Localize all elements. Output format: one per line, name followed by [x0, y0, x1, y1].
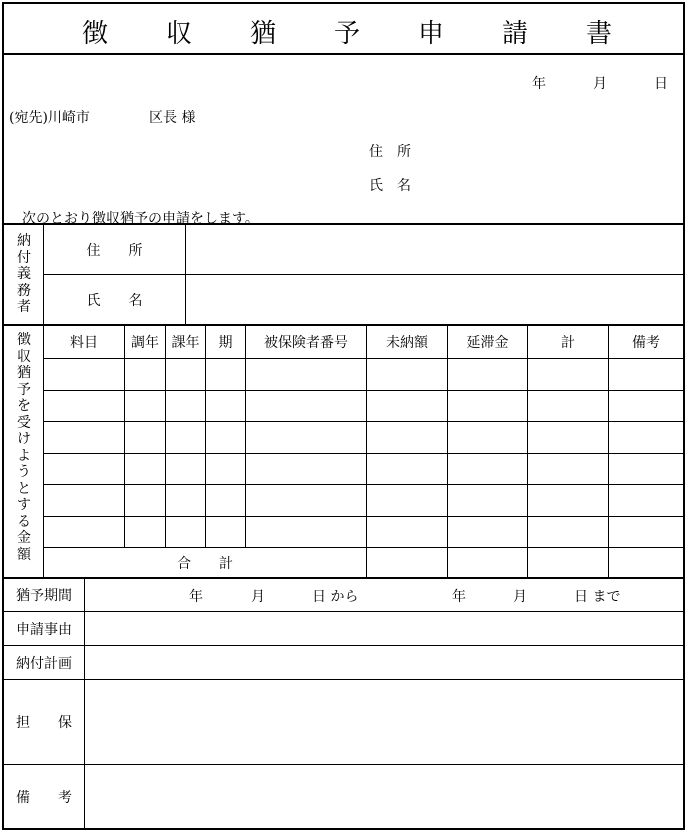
- remarks-label: 備 考: [16, 789, 72, 806]
- title-char-2: 収: [166, 19, 193, 49]
- title-char-7: 書: [586, 19, 613, 49]
- date-day-label: 日: [654, 76, 668, 92]
- obligor-name-label: 氏 名: [86, 292, 143, 309]
- amount-table-label: 徴収猶予を受けようとする金額: [17, 332, 31, 563]
- addressee-prefix: (宛先)川崎市: [9, 110, 90, 126]
- date-month-label: 月: [593, 76, 607, 92]
- period-to-month: 月: [513, 589, 527, 605]
- reason-field[interactable]: [85, 612, 683, 645]
- collateral-label: 担 保: [16, 715, 72, 731]
- applicant-name-label: 氏 名: [369, 178, 411, 194]
- period-to-day: 日 まで: [574, 589, 621, 605]
- form-title: [4, 4, 683, 55]
- collateral-field[interactable]: [85, 680, 683, 764]
- title-char-1: 徴: [82, 19, 109, 49]
- col-header-late-fee: 延滞金: [466, 335, 509, 351]
- remarks-field[interactable]: [85, 765, 683, 828]
- obligor-address-field[interactable]: [186, 225, 683, 274]
- obligor-address-label: 住 所: [86, 242, 143, 259]
- title-char-4: 予: [334, 19, 361, 49]
- intro-text: 次のとおり徴収猶予の申請をします。: [22, 211, 259, 227]
- period-to-year: 年: [452, 589, 466, 605]
- period-from-day: 日 から: [312, 589, 359, 605]
- period-from-year: 年: [189, 589, 203, 605]
- total-row-label: 合 計: [177, 555, 233, 572]
- plan-label: 納付計画: [16, 655, 72, 672]
- date-year-label: 年: [532, 76, 546, 92]
- title-char-6: 請: [502, 19, 529, 49]
- obligor-name-field[interactable]: [186, 275, 683, 324]
- application-form: [2, 2, 685, 830]
- col-header-term: 期: [218, 335, 233, 351]
- title-char-5: 申: [418, 19, 445, 49]
- col-header-unpaid: 未納額: [386, 335, 428, 351]
- col-header-total: 計: [561, 335, 575, 351]
- col-header-insured-number: 被保険者番号: [264, 335, 348, 351]
- plan-field[interactable]: [85, 646, 683, 679]
- reason-label: 申請事由: [16, 621, 72, 638]
- period-label: 猶予期間: [16, 587, 72, 604]
- addressee-suffix: 区長 様: [149, 110, 196, 126]
- col-header-item: 料目: [70, 335, 98, 351]
- applicant-address-label: 住 所: [369, 144, 411, 160]
- col-header-adjust-year: 調年: [131, 335, 159, 351]
- col-header-remarks: 備考: [632, 335, 660, 351]
- period-from-month: 月: [251, 589, 265, 605]
- header-area: [4, 55, 683, 227]
- title-char-3: 猶: [250, 19, 277, 49]
- period-field[interactable]: [85, 578, 683, 611]
- obligor-label: 納付義務者: [17, 233, 31, 315]
- col-header-levy-year: 課年: [171, 335, 200, 351]
